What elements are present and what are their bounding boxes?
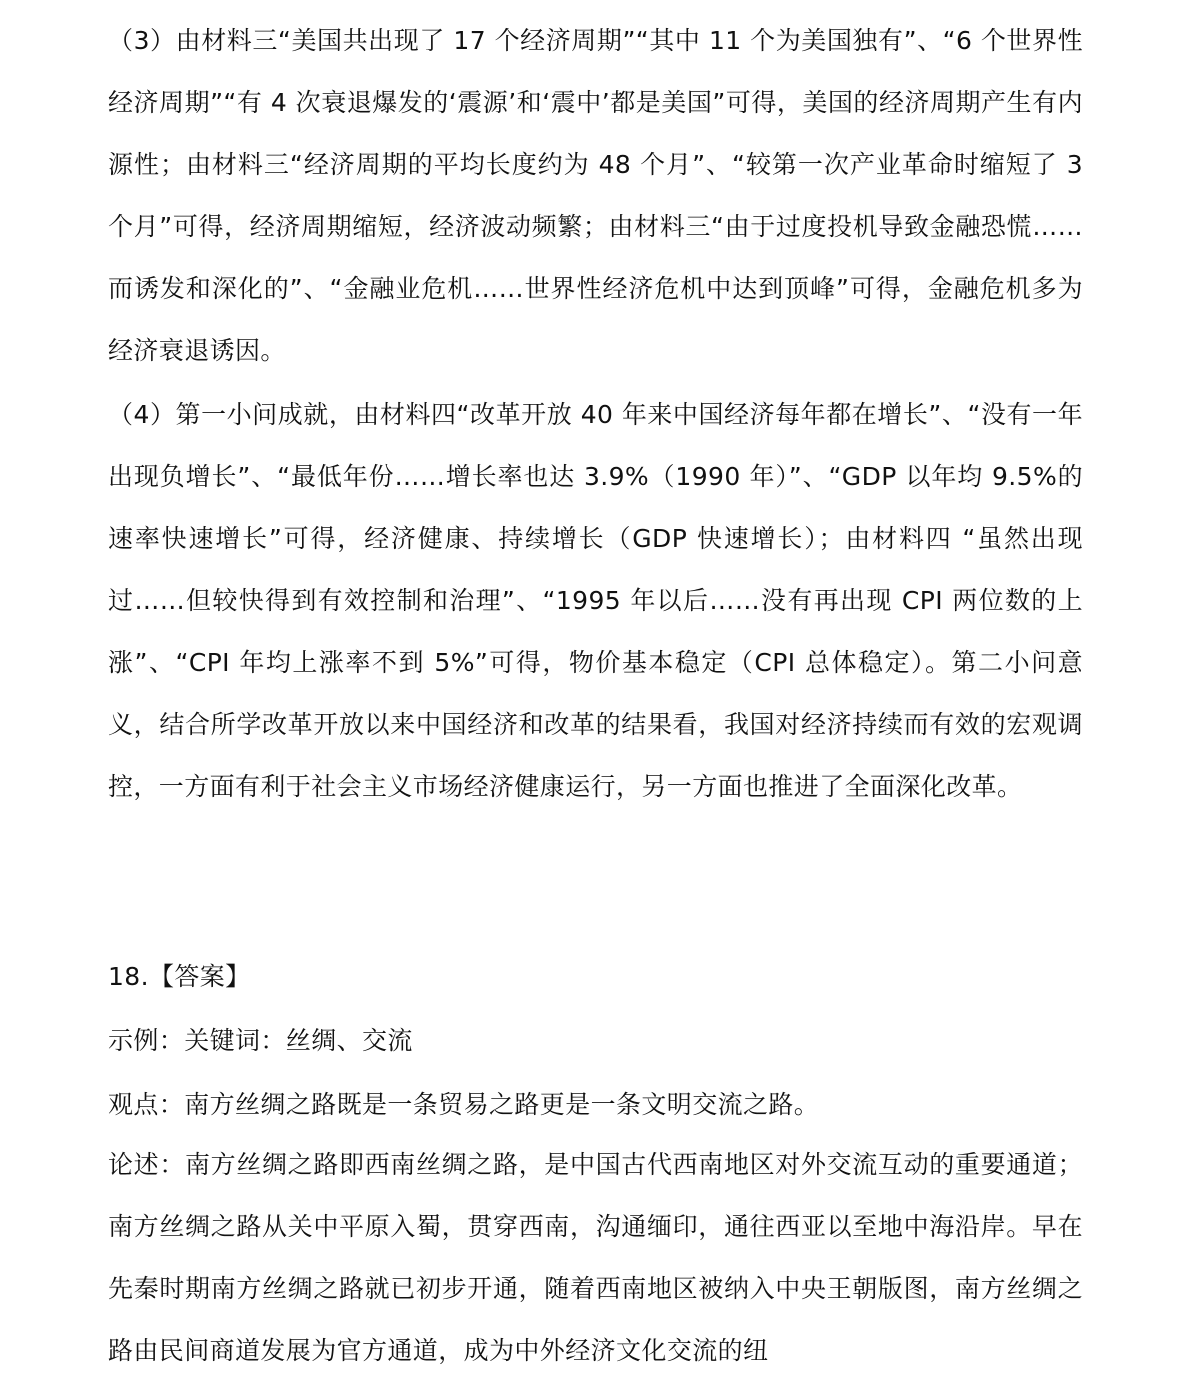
answer-18-heading: 18.【答案】: [108, 962, 251, 991]
answer-17-part-4: （4）第一小问成就，由材料四“改革开放 40 年来中国经济每年都在增长”、“没有一年出现负增长”、“最低年份……增长率也达 3.9%（1990 年）”、“GDP 以年均 9.5%的速率快速增长”可得，经济健康、持续增长（GDP 快速增长）；由材料四 “虽然出现过……但较快得到有效控制和治理”、“1995 年以后……没有再出现 CPI 两位数的上涨”、“CPI 年均上涨率不到 5%”可得，物价基本稳定（CPI 总体稳定）。第二小问意义，结合所学改革开放以来中国经济和改革的结果看，我国对经济持续而有效的宏观调控，一方面有利于社会主义市场经济健康运行，另一方面也推进了全面深化改革。: [108, 400, 1083, 801]
answer-18-example: 示例：关键词：丝绸、交流: [108, 1026, 413, 1055]
answer-18-argument: 论述：南方丝绸之路即西南丝绸之路，是中国古代西南地区对外交流互动的重要通道；南方丝绸之路从关中平原入蜀，贯穿西南，沟通缅印，通往西亚以至地中海沿岸。早在先秦时期南方丝绸之路就已初步开通，随着西南地区被纳入中央王朝版图，南方丝绸之路由民间商道发展为官方通道，成为中外经济文化交流的纽: [108, 1150, 1083, 1365]
answer-18-viewpoint: 观点：南方丝绸之路既是一条贸易之路更是一条文明交流之路。: [108, 1090, 820, 1119]
answer-17-part-3: （3）由材料三“美国共出现了 17 个经济周期”“其中 11 个为美国独有”、“6 个世界性经济周期”“有 4 次衰退爆发的‘震源’和‘震中’都是美国”可得，美国的经济周期产生有内源性；由材料三“经济周期的平均长度约为 48 个月”、“较第一次产业革命时缩短了 3 个月”可得，经济周期缩短，经济波动频繁；由材料三“由于过度投机导致金融恐慌……而诱发和深化的”、“金融业危机……世界性经济危机中达到顶峰”可得，金融危机多为经济衰退诱因。: [108, 26, 1083, 365]
